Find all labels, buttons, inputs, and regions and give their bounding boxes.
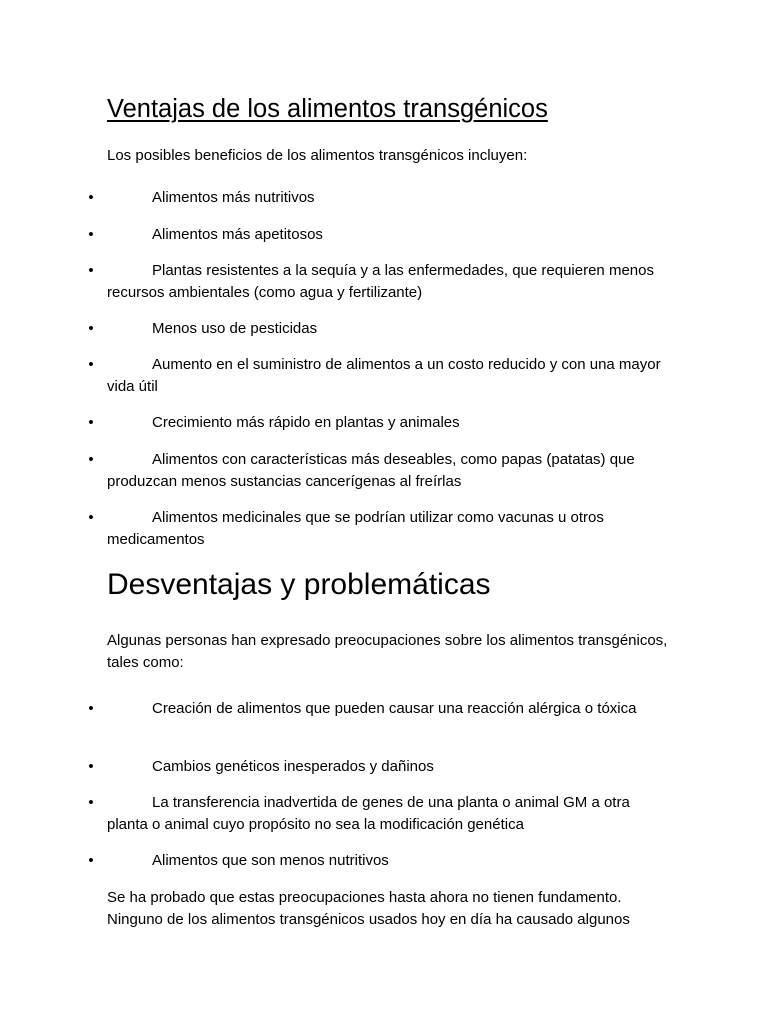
list-item-text: Cambios genéticos inesperados y dañinos: [152, 758, 434, 775]
bullet-icon: •: [88, 320, 94, 337]
bullet-icon: •: [88, 700, 94, 717]
bullet-icon: •: [88, 451, 94, 468]
list-item-text: Aumento en el suministro de alimentos a un costo reducido y con una mayor vida útil: [107, 356, 661, 395]
bullet-icon: •: [88, 189, 94, 206]
bullet-icon: •: [88, 852, 94, 869]
list-item-text: Menos uso de pesticidas: [152, 320, 318, 337]
bullet-icon: •: [88, 509, 94, 526]
section-title-disadvantages: Desventajas y problemáticas: [107, 568, 491, 601]
list-item-text: Alimentos que son menos nutritivos: [152, 852, 389, 869]
list-item-text: Creación de alimentos que pueden causar una reacción alérgica o tóxica: [152, 700, 637, 717]
advantages-intro: Los posibles beneficios de los alimentos transgénicos incluyen:: [107, 147, 528, 164]
bullet-icon: •: [88, 356, 94, 373]
section-title-advantages: Ventajas de los alimentos transgénicos: [107, 95, 548, 123]
bullet-icon: •: [88, 226, 94, 243]
bullet-icon: •: [88, 414, 94, 431]
bullet-icon: •: [88, 758, 94, 775]
list-item-text: Alimentos medicinales que se podrían utilizar como vacunas u otros medicamentos: [107, 509, 604, 548]
list-item-text: Crecimiento más rápido en plantas y animales: [152, 414, 460, 431]
closing-paragraph: Se ha probado que estas preocupaciones hasta ahora no tienen fundamento. Ninguno de los alimentos transgénicos usados hoy en día ha causado algunos: [107, 889, 630, 928]
list-item-text: Alimentos con características más deseables, como papas (patatas) que produzcan menos sustancias cancerígenas al freírlas: [107, 451, 635, 490]
disadvantages-intro: Algunas personas han expresado preocupaciones sobre los alimentos transgénicos, tales como:: [107, 632, 668, 671]
list-item-text: Plantas resistentes a la sequía y a las enfermedades, que requieren menos recursos ambientales (como agua y fertilizante): [107, 262, 654, 301]
bullet-icon: •: [88, 794, 94, 811]
list-item-text: Alimentos más apetitosos: [152, 226, 323, 243]
list-item-text: La transferencia inadvertida de genes de una planta o animal GM a otra planta o animal cuyo propósito no sea la modificación genética: [107, 794, 630, 833]
list-item-text: Alimentos más nutritivos: [152, 189, 315, 206]
bullet-icon: •: [88, 262, 94, 279]
